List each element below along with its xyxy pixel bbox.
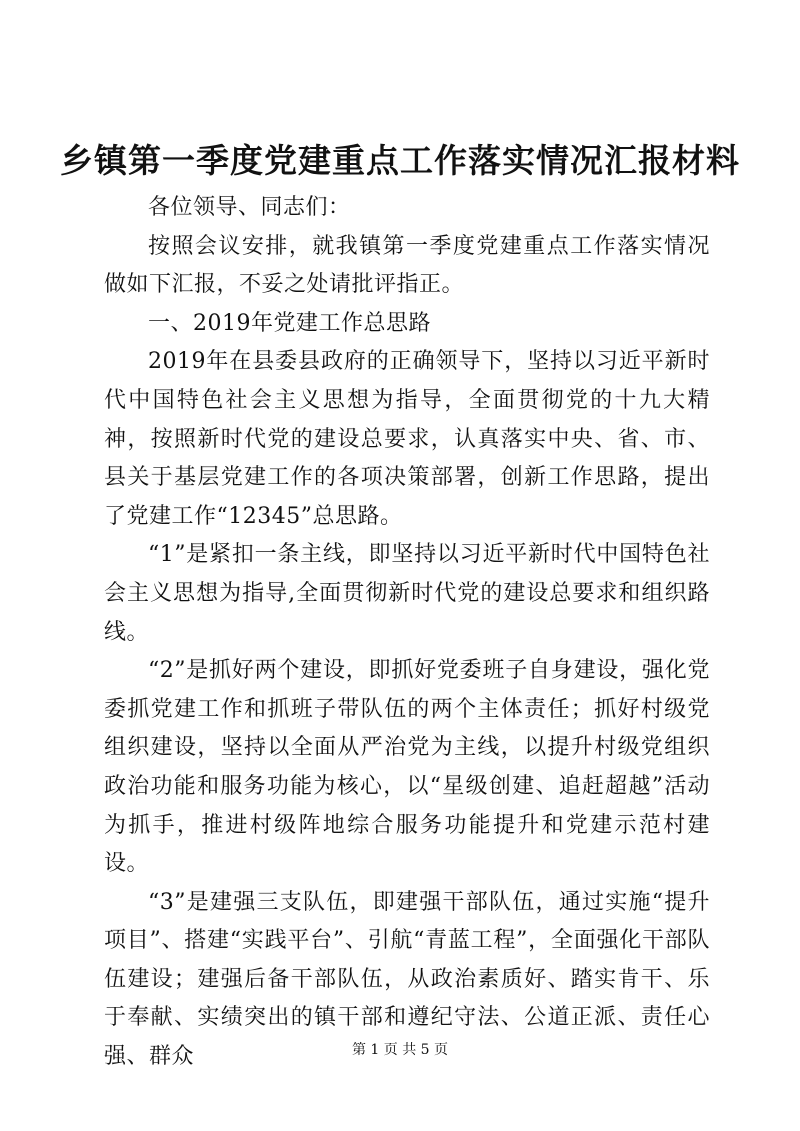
document-body	[104, 189, 710, 1077]
intro-paragraph: 按照会议安排，就我镇第一季度党建重点工作落实情况做如下汇报，不妥之处请批评指正。	[104, 233, 710, 298]
body-paragraph: “2”是抓好两个建设，即抓好党委班子自身建设，强化党委抓党建工作和抓班子带队伍的两个主体责任；抓好村级党组织建设，坚持以全面从严治党为主线，以提升村级党组织政治功能和服务功能为核心，以“星级创建、追赶超越”活动为抓手，推进村级阵地综合服务功能提升和党建示范村建设。	[104, 658, 710, 877]
body-paragraph: “3”是建强三支队伍，即建强干部队伍，通过实施“提升项目”、搭建“实践平台”、引航“青蓝工程”，全面强化干部队伍建设；建强后备干部队伍，从政治素质好、踏实肯干、乐于奉献、实绩突出的镇干部和遵纪守法、公道正派、责任心强、群众	[104, 889, 710, 1070]
section-heading: 一、2019年党建工作总思路	[148, 310, 431, 336]
greeting-paragraph: 各位领导、同志们：	[148, 195, 351, 220]
page-number-footer: 第 1 页 共 5 页	[351, 1042, 449, 1058]
body-paragraph: “1”是紧扣一条主线，即坚持以习近平新时代中国特色社会主义思想为指导,全面贯彻新时代党的建设总要求和组织路线。	[104, 542, 710, 645]
body-paragraph: 2019年在县委县政府的正确领导下，坚持以习近平新时代中国特色社会主义思想为指导，全面贯彻党的十九大精神，按照新时代党的建设总要求，认真落实中央、省、市、县关于基层党建工作的各项决策部署，创新工作思路，提出了党建工作“12345”总思路。	[104, 349, 710, 529]
document-title: 乡镇第一季度党建重点工作落实情况汇报材料	[60, 141, 740, 180]
